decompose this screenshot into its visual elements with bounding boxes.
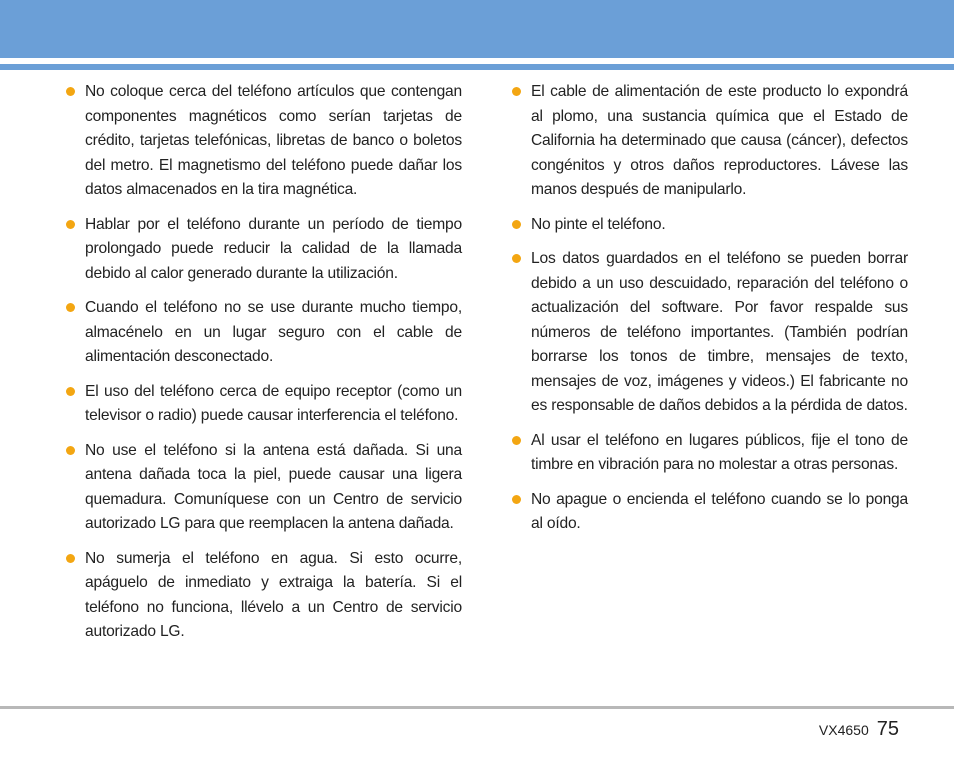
bullet-icon: [512, 254, 521, 263]
bullet-icon: [512, 495, 521, 504]
bullet-icon: [512, 87, 521, 96]
list-item-text: No pinte el teléfono.: [531, 215, 666, 233]
list-item-text: Hablar por el teléfono durante un período de tiempo prolongado puede reducir la calidad de la llamada debido al calor generado durante la utilización.: [85, 215, 462, 282]
bullet-icon: [512, 220, 521, 229]
list-item: [511, 213, 908, 238]
model-name: VX4650: [818, 722, 869, 738]
list-item-text: No coloque cerca del teléfono artículos que contengan componentes magnéticos como serían tarjetas de crédito, tarjetas telefónicas, libretas de banco o boletos del metro. El magnetismo del teléfono puede dañar los datos almacenados en la tira magnética.: [85, 83, 462, 198]
list-item-text: El cable de alimentación de este producto lo expondrá al plomo, una sustancia química que el Estado de California ha determinado que causa (cáncer), defectos congénitos y otros daños reproductores. Lávese las manos después de manipularlo.: [531, 83, 908, 198]
list-item-text: Al usar el teléfono en lugares públicos, fije el tono de timbre en vibración para no molestar a otras personas.: [531, 431, 908, 473]
list-item-text: Los datos guardados en el teléfono se pueden borrar debido a un uso descuidado, reparación del teléfono o actualización del software. Por favor respalde sus números de teléfono importantes. (También podrían borrarse los tonos de timbre, mensajes de texto, mensajes de voz, imágenes y videos.) El fabricante no es responsable de daños debidos a la pérdida de datos.: [531, 250, 908, 414]
list-item: [65, 80, 462, 203]
bullet-icon: [512, 436, 521, 445]
list-item-text: No apague o encienda el teléfono cuando se lo ponga al oído.: [531, 490, 908, 532]
list-item-text: No use el teléfono si la antena está dañada. Si una antena dañada toca la piel, puede causar una ligera quemadura. Comuníquese con un Centro de servicio autorizado LG para que reemplacen la antena dañada.: [85, 441, 462, 532]
bullet-icon: [66, 554, 75, 563]
list-item: [65, 213, 462, 287]
right-column: [511, 80, 908, 547]
page-footer: [819, 718, 899, 741]
list-item: [65, 380, 462, 429]
list-item: [65, 439, 462, 537]
bullet-icon: [66, 303, 75, 312]
list-item: [65, 296, 462, 370]
bullet-icon: [66, 387, 75, 396]
list-item-text: No sumerja el teléfono en agua. Si esto ocurre, apáguelo de inmediato y extraiga la batería. Si el teléfono no funciona, llévelo a un Centro de servicio autorizado LG.: [85, 549, 462, 640]
list-item: [511, 247, 908, 419]
bullet-icon: [66, 446, 75, 455]
header-band: [0, 0, 954, 58]
left-column: [65, 80, 462, 655]
header-rule: [0, 64, 954, 70]
bullet-icon: [66, 220, 75, 229]
list-item-text: El uso del teléfono cerca de equipo receptor (como un televisor o radio) puede causar interferencia el teléfono.: [85, 382, 462, 424]
footer-rule: [0, 706, 954, 709]
list-item: [511, 488, 908, 537]
list-item-text: Cuando el teléfono no se use durante mucho tiempo, almacénelo en un lugar seguro con el cable de alimentación desconectado.: [85, 299, 462, 365]
list-item: [65, 547, 462, 645]
list-item: [511, 429, 908, 478]
bullet-icon: [66, 87, 75, 96]
page-number: 75: [876, 718, 899, 740]
list-item: [511, 80, 908, 203]
